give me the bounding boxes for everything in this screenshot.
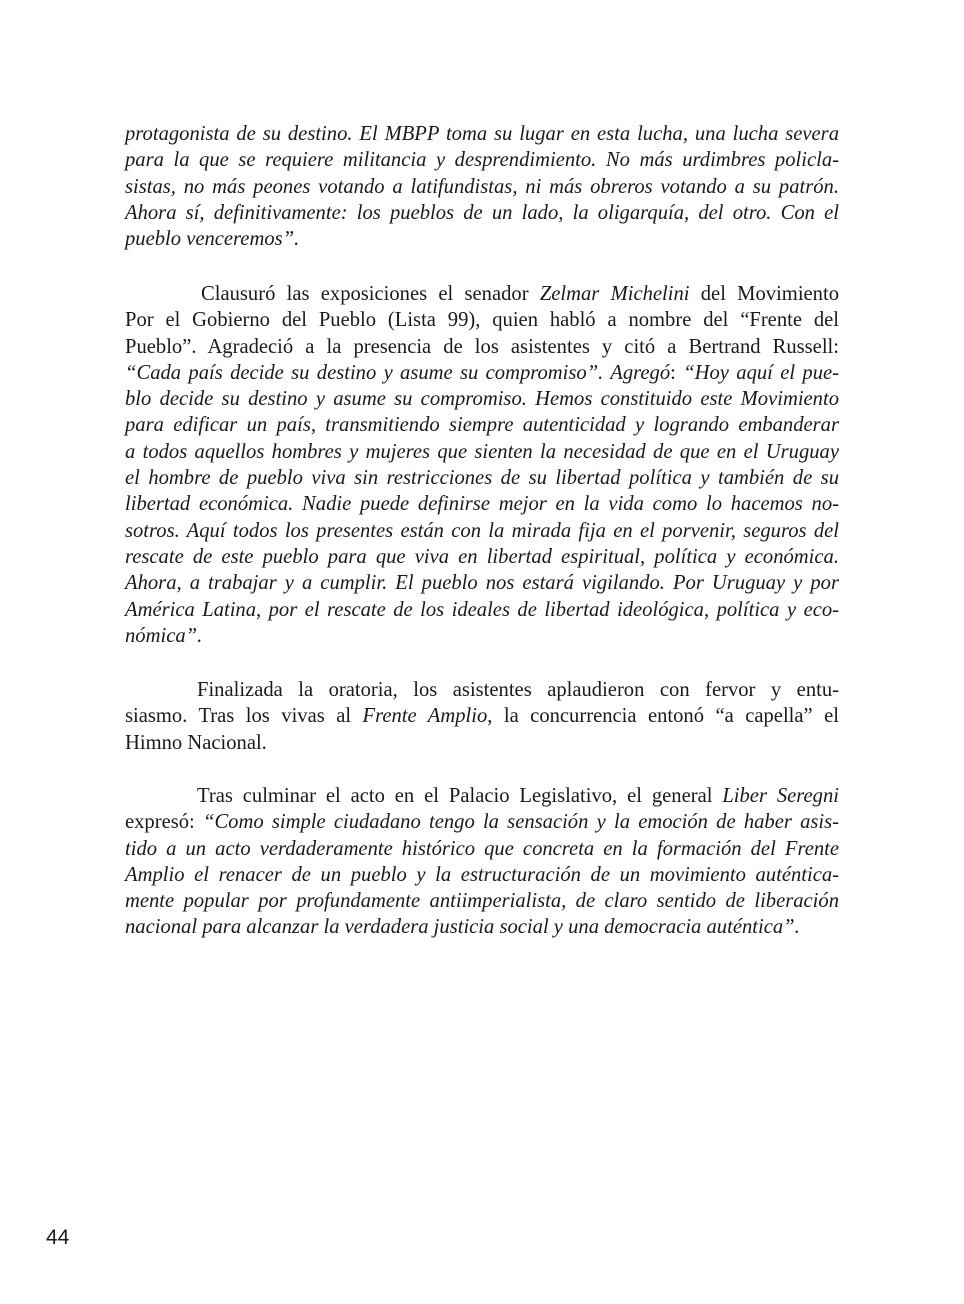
text-line: Ahora sí, definitivamente: los pueblos de un lado, la oligarquía, del otro. Con el xyxy=(125,201,839,224)
text-line: protagonista de su destino. El MBPP toma su lugar en esta lucha, una lucha severa xyxy=(125,123,839,145)
text-line: para la que se requiere militancia y desprendimiento. No más urdimbres policla- xyxy=(125,149,839,172)
paragraph-quote-mbpp xyxy=(125,121,839,252)
text-line: a todos aquellos hombres y mujeres que sienten la necesidad de que en el Uruguay xyxy=(125,440,839,463)
text-line: Amplio el renacer de un pueblo y la estructuración de un movimiento auténtica- xyxy=(125,863,839,886)
text-line: Finalizada la oratoria, los asistentes aplaudieron con fervor y entu- xyxy=(197,679,839,701)
text-line: Himno Nacional. xyxy=(125,731,267,754)
organization-name: Frente Amplio xyxy=(362,705,488,728)
text-line: nómica”. xyxy=(125,624,203,647)
text-line: pueblo venceremos”. xyxy=(125,228,300,251)
person-name: Zelmar Michelini xyxy=(539,283,690,305)
text-line: Por el Gobierno del Pueblo (Lista 99), quien habló a nombre del “Frente del xyxy=(125,309,839,332)
paragraph-seregni xyxy=(125,783,839,941)
text-line: Pueblo”. Agradeció a la presencia de los asistentes y citó a Bertrand Russell: xyxy=(125,335,839,358)
text-line xyxy=(125,703,839,729)
text-run: “Como simple ciudadano tengo la sensación y la emoción de haber asis- xyxy=(202,811,839,834)
text-line: para edificar un país, transmitiendo siempre autenticidad y logrando embanderar xyxy=(125,414,839,437)
text-line xyxy=(125,783,839,809)
text-line: sistas, no más peones votando a latifundistas, ni más obreros votando a su patrón. xyxy=(125,175,839,198)
text-run: “Hoy aquí el pue- xyxy=(683,361,839,384)
text-run: , la concurrencia entonó “a capella” el xyxy=(487,705,839,728)
paragraph-michelini xyxy=(125,281,839,649)
paragraph-himno xyxy=(125,677,839,756)
text-line xyxy=(125,809,839,835)
text-line: libertad económica. Nadie puede definirse mejor en la vida como lo hacemos no- xyxy=(125,493,839,516)
text-line: nacional para alcanzar la verdadera justicia social y una democracia auténtica”. xyxy=(125,916,800,939)
page-number: 44 xyxy=(46,1226,70,1249)
text-line: blo decide su destino y asume su compromiso. Hemos constituido este Movimiento xyxy=(125,388,839,411)
text-run: siasmo. Tras los vivas al xyxy=(125,705,363,728)
text-line: América Latina, por el rescate de los ideales de libertad ideológica, política y eco- xyxy=(125,598,839,621)
text-line: mente popular por profundamente antiimperialista, de claro sentido de liberación xyxy=(125,890,839,913)
text-run: expresó: xyxy=(125,811,203,834)
text-line: rescate de este pueblo para que viva en libertad espiritual, política y económica. xyxy=(125,545,839,568)
text-run: : xyxy=(670,361,684,384)
text-line: el hombre de pueblo viva sin restricciones de su libertad política y también de su xyxy=(125,467,839,490)
text-run: Tras culminar el acto en el Palacio Legislativo, el general xyxy=(197,785,723,807)
person-name: Liber Seregni xyxy=(722,785,839,807)
text-line xyxy=(125,281,839,307)
text-line: Ahora, a trabajar y a cumplir. El pueblo nos estará vigilando. Por Uruguay y por xyxy=(125,572,839,595)
text-line: tido a un acto verdaderamente histórico que concreta en la formación del Frente xyxy=(125,837,839,860)
text-run: Clausuró las exposiciones el senador xyxy=(201,283,540,305)
text-run: del Movimiento xyxy=(689,283,839,305)
text-run: “Cada país decide su destino y asume su compromiso”. Agregó xyxy=(125,361,671,384)
text-line xyxy=(125,360,839,386)
text-line: sotros. Aquí todos los presentes están con la mirada fija en el porvenir, seguros del xyxy=(125,519,839,542)
